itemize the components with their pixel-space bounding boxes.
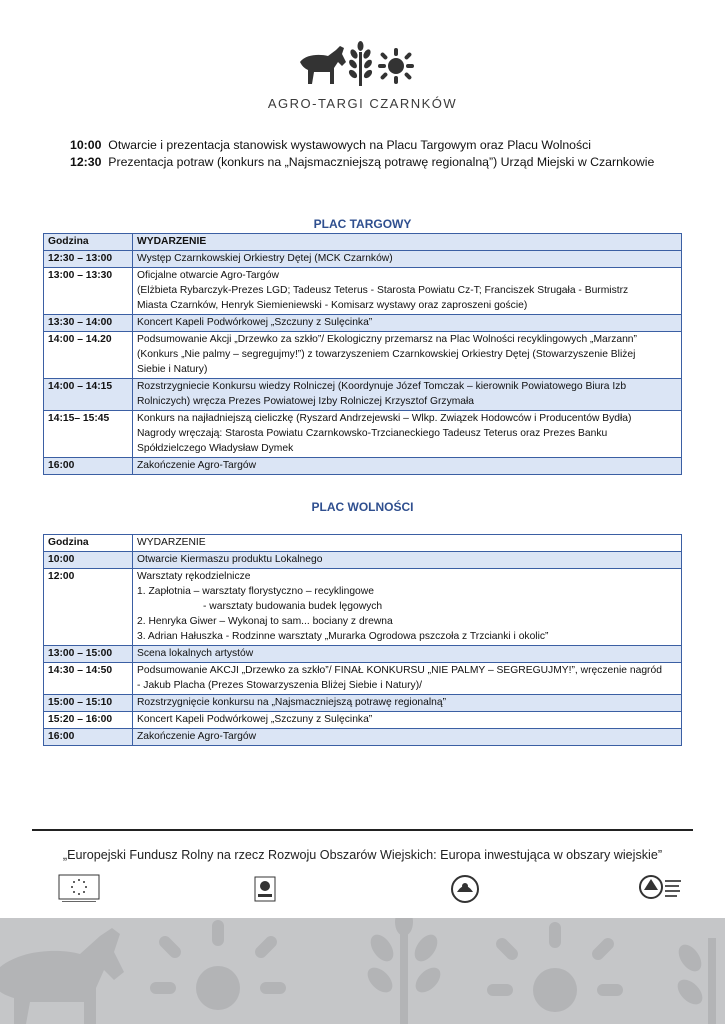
- event-line: Scena lokalnych artystów: [137, 648, 254, 659]
- table-row: [44, 712, 682, 729]
- row-event: [133, 729, 682, 746]
- leader-logo-icon: [254, 876, 276, 902]
- intro-schedule: [70, 137, 654, 171]
- table-row: [44, 552, 682, 569]
- event-line: Rolniczych) wręcza Prezes Powiatowej Izby Rolniczej Krzysztof Grzymała: [137, 396, 475, 407]
- event-line: Zakończenie Agro-Targów: [137, 731, 257, 742]
- event-line: - Jakub Placha (Prezes Stowarzyszenia Bliżej Siebie i Natury)/: [137, 680, 422, 691]
- table-header-row: [44, 234, 682, 251]
- footer-divider: [32, 829, 693, 831]
- event-line: Oficjalne otwarcie Agro-Targów: [137, 270, 279, 281]
- row-time: 13:00 – 15:00: [44, 646, 133, 663]
- event-line: Koncert Kapeli Podwórkowej „Szczuny z Sulęcinka”: [137, 317, 373, 328]
- prow-logo-icon: [638, 874, 684, 906]
- section-title-plac-wolnosci: PLAC WOLNOŚCI: [311, 500, 414, 514]
- table-row: [44, 458, 682, 475]
- row-event: [133, 569, 682, 646]
- table-row: [44, 663, 682, 695]
- table-header-row: [44, 535, 682, 552]
- row-event: [133, 552, 682, 569]
- agro-targi-logo: [0, 38, 725, 118]
- schedule-table-plac-targowy: [43, 233, 682, 475]
- event-line: Podsumowanie Akcji „Drzewko za szkło”/ Ekologiczny przemarsz na Plac Wolności recyklingowych „Marzann”: [137, 334, 637, 345]
- event-line: Siebie i Natury): [137, 364, 208, 375]
- table-row: [44, 646, 682, 663]
- row-time: 15:00 – 15:10: [44, 695, 133, 712]
- section-title-plac-targowy: PLAC TARGOWY: [313, 217, 412, 231]
- table-row: [44, 569, 682, 646]
- row-event: [133, 379, 682, 411]
- header-time: Godzina: [44, 535, 133, 552]
- header-time: Godzina: [44, 234, 133, 251]
- schedule-table-plac-wolnosci: [43, 534, 682, 746]
- event-line: (Elżbieta Rybarczyk-Prezes LGD; Tadeusz Teterus - Starosta Powiatu Cz-T; Franciszek Strugała - Burmistrz: [137, 285, 629, 296]
- event-line: Nagrody wręczają: Starosta Powiatu Czarnkowsko-Trzcianeckiego Tadeusz Teterus oraz Prezes Banku: [137, 428, 608, 439]
- table-row: [44, 695, 682, 712]
- sponsor-logos: [0, 872, 725, 912]
- event-line: 3. Adrian Hałuszka - Rodzinne warsztaty „Murarka Ogrodowa pszczoła z Trzcianki i okolic”: [137, 631, 549, 642]
- event-line: (Konkurs „Nie palmy – segregujmy!”) z towarzyszeniem Czarnkowskiej Orkiestry Dętej (Stowarzyszenie Bliżej: [137, 349, 636, 360]
- eu-flag-logo-icon: [58, 874, 100, 904]
- row-event: [133, 663, 682, 695]
- intro-time: 10:00: [70, 138, 102, 152]
- row-time: 14:30 – 14:50: [44, 663, 133, 695]
- row-time: 16:00: [44, 458, 133, 475]
- row-event: [133, 646, 682, 663]
- row-time: 13:30 – 14:00: [44, 315, 133, 332]
- lgd-leader-logo-icon: [448, 874, 482, 906]
- intro-row: [70, 137, 654, 154]
- footer-text: „Europejski Fundusz Rolny na rzecz Rozwoju Obszarów Wiejskich: Europa inwestująca w obszary wiejskie”: [62, 848, 663, 862]
- event-line: Miasta Czarnków, Henryk Siemieniewski - Komisarz wystawy oraz zaproszeni goście): [137, 300, 528, 311]
- row-event: [133, 458, 682, 475]
- event-line: Występ Czarnkowskiej Orkiestry Dętej (MCK Czarnków): [137, 253, 393, 264]
- row-time: 14:15– 15:45: [44, 411, 133, 458]
- decorative-footer-band: [0, 918, 725, 1024]
- event-line: Rozstrzygnięcie konkursu na „Najsmaczniejszą potrawę regionalną”: [137, 697, 447, 708]
- row-time: 13:00 – 13:30: [44, 268, 133, 315]
- intro-time: 12:30: [70, 155, 102, 169]
- table-row: [44, 251, 682, 268]
- event-line: Otwarcie Kiermaszu produktu Lokalnego: [137, 554, 323, 565]
- row-event: [133, 332, 682, 379]
- table-row: [44, 332, 682, 379]
- row-event: [133, 315, 682, 332]
- row-time: 12:00: [44, 569, 133, 646]
- horse-and-plants-icon: [296, 38, 431, 94]
- intro-text: Prezentacja potraw (konkurs na „Najsmaczniejszą potrawę regionalną”) Urząd Miejski w Czarnkowie: [108, 155, 655, 169]
- header-event: WYDARZENIE: [133, 535, 682, 552]
- event-line: - warsztaty budowania budek lęgowych: [203, 601, 383, 612]
- event-line: Warsztaty rękodzielnicze: [137, 571, 251, 582]
- table-row: [44, 379, 682, 411]
- row-time: 12:30 – 13:00: [44, 251, 133, 268]
- row-time: 16:00: [44, 729, 133, 746]
- intro-row: [70, 154, 654, 171]
- row-time: 15:20 – 16:00: [44, 712, 133, 729]
- event-line: Spółdzielczego Władysław Dymek: [137, 443, 294, 454]
- row-event: [133, 268, 682, 315]
- table-row: [44, 729, 682, 746]
- event-line: Rozstrzygniecie Konkursu wiedzy Rolniczej (Koordynuje Józef Tomczak – kierownik Powiatowego Biura Izb: [137, 381, 627, 392]
- row-event: [133, 411, 682, 458]
- event-line: Koncert Kapeli Podwórkowej „Szczuny z Sulęcinka”: [137, 714, 373, 725]
- row-time: 14:00 – 14:15: [44, 379, 133, 411]
- event-line: Konkurs na najładniejszą cieliczkę (Ryszard Andrzejewski – Wlkp. Związek Hodowców i Producentów Bydła): [137, 413, 632, 424]
- event-line: Podsumowanie AKCJI „Drzewko za szkło”/ FINAŁ KONKURSU „NIE PALMY – SEGREGUJMY!”, wręczenie nagród: [137, 665, 662, 676]
- row-event: [133, 695, 682, 712]
- intro-text: Otwarcie i prezentacja stanowisk wystawowych na Placu Targowym oraz Placu Wolności: [108, 138, 592, 152]
- brand-name: AGRO-TARGI CZARNKÓW: [267, 96, 458, 111]
- table-row: [44, 268, 682, 315]
- row-time: 10:00: [44, 552, 133, 569]
- decorative-pattern-icon: [0, 918, 725, 1024]
- event-line: Zakończenie Agro-Targów: [137, 460, 257, 471]
- row-event: [133, 251, 682, 268]
- header-event: WYDARZENIE: [133, 234, 682, 251]
- event-line: 1. Zapłotnia – warsztaty florystyczno – recyklingowe: [137, 586, 374, 597]
- event-line: 2. Henryka Giwer – Wykonaj to sam... bociany z drewna: [137, 616, 393, 627]
- table-row: [44, 411, 682, 458]
- row-time: 14:00 – 14.20: [44, 332, 133, 379]
- row-event: [133, 712, 682, 729]
- table-row: [44, 315, 682, 332]
